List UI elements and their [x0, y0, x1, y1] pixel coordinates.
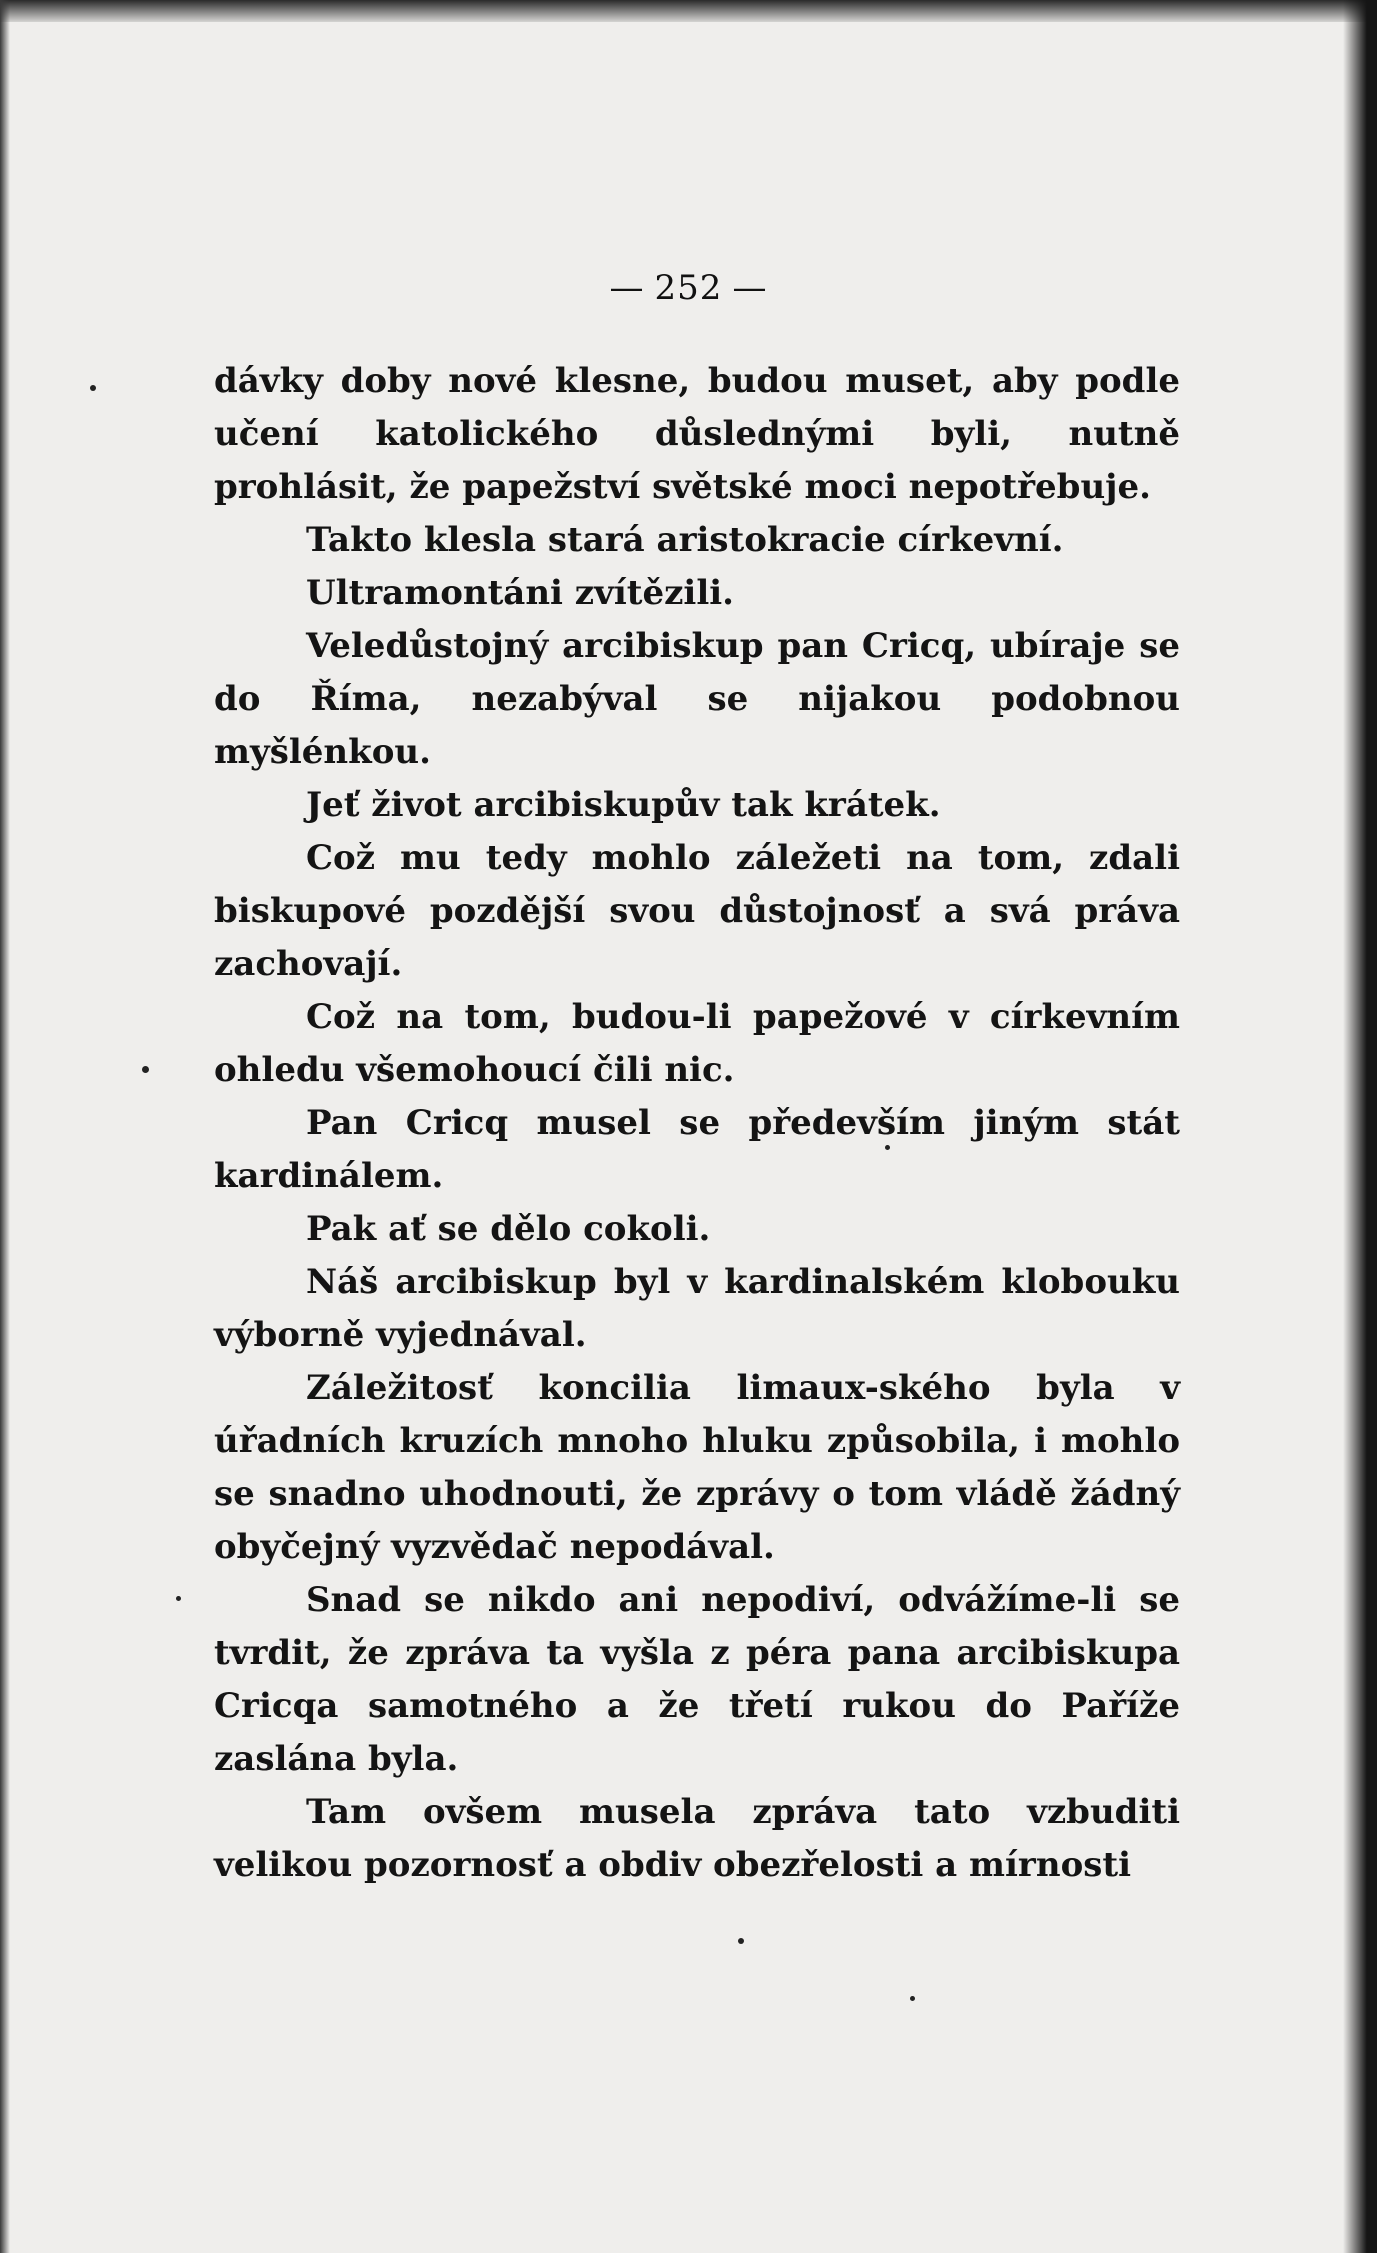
- paragraph-text: Pak ať se dělo cokoli.: [306, 1209, 711, 1249]
- paragraph-text: Takto klesla stará aristokracie církevní.: [306, 520, 1064, 560]
- paragraph: [214, 514, 1180, 567]
- scan-shadow-right: [1343, 0, 1377, 2253]
- paragraph-text: dávky doby nové klesne, budou muset, aby podle učení katolického důslednými byli, nutně prohlásit, že papežství světské moci nepotřebuje.: [214, 361, 1180, 507]
- page-number-dash-left: —: [609, 268, 645, 308]
- paragraph: [214, 991, 1180, 1097]
- scan-speck: [142, 1066, 149, 1073]
- paragraph: [214, 779, 1180, 832]
- paragraph-text: Veledůstojný arcibiskup pan Cricq, ubíraje se do Říma, nezabýval se nijakou podobnou myšlénkou.: [214, 626, 1180, 772]
- paragraph: [214, 1786, 1180, 1892]
- paragraph-text: Snad se nikdo ani nepodiví, odvážíme-li se tvrdit, že zpráva ta vyšla z péra pana arcibiskupa Cricqa samotného a že třetí rukou do Paříže zaslána byla.: [214, 1580, 1180, 1779]
- paragraph: [214, 1097, 1180, 1203]
- paragraph: [214, 567, 1180, 620]
- scan-shadow-top: [0, 0, 1377, 22]
- paragraph: [214, 832, 1180, 991]
- page-number: 252: [654, 268, 723, 308]
- paragraph: [214, 1574, 1180, 1786]
- paragraph: [214, 620, 1180, 779]
- paragraph-text: Což mu tedy mohlo záležeti na tom, zdali biskupové pozdější svou důstojnosť a svá práva zachovají.: [214, 838, 1180, 984]
- paragraph-text: Náš arcibiskup byl v kardinalském klobouku výborně vyjednával.: [214, 1262, 1180, 1355]
- paragraph: [214, 355, 1180, 514]
- paragraph-text: Pan Cricq musel se především jiným stát kardinálem.: [214, 1103, 1180, 1196]
- body-text: [214, 355, 1180, 1892]
- paragraph-text: Jeť život arcibiskupův tak krátek.: [306, 785, 941, 825]
- paragraph-text: Záležitosť koncilia limaux-ského byla v úřadních kruzích mnoho hluku způsobila, i mohlo se snadno uhodnouti, že zprávy o tom vládě žádný obyčejný vyzvědač nepodával.: [214, 1368, 1180, 1567]
- page-number-dash-right: —: [732, 268, 768, 308]
- scan-speck: [885, 1145, 890, 1150]
- scan-speck: [910, 1996, 915, 2001]
- paragraph-text: Tam ovšem musela zpráva tato vzbuditi velikou pozornosť a obdiv obezřelosti a mírnosti: [214, 1792, 1180, 1885]
- paragraph: [214, 1203, 1180, 1256]
- paragraph-text: Ultramontáni zvítězili.: [306, 573, 735, 613]
- scan-shadow-left: [0, 0, 10, 2253]
- paragraph: [214, 1362, 1180, 1574]
- paragraph: [214, 1256, 1180, 1362]
- scan-speck: [176, 1596, 181, 1601]
- page-number-line: [0, 268, 1377, 308]
- scan-speck: [738, 1938, 744, 1944]
- scan-speck: [90, 385, 96, 391]
- paragraph-text: Což na tom, budou-li papežové v církevním ohledu všemohoucí čili nic.: [214, 997, 1180, 1090]
